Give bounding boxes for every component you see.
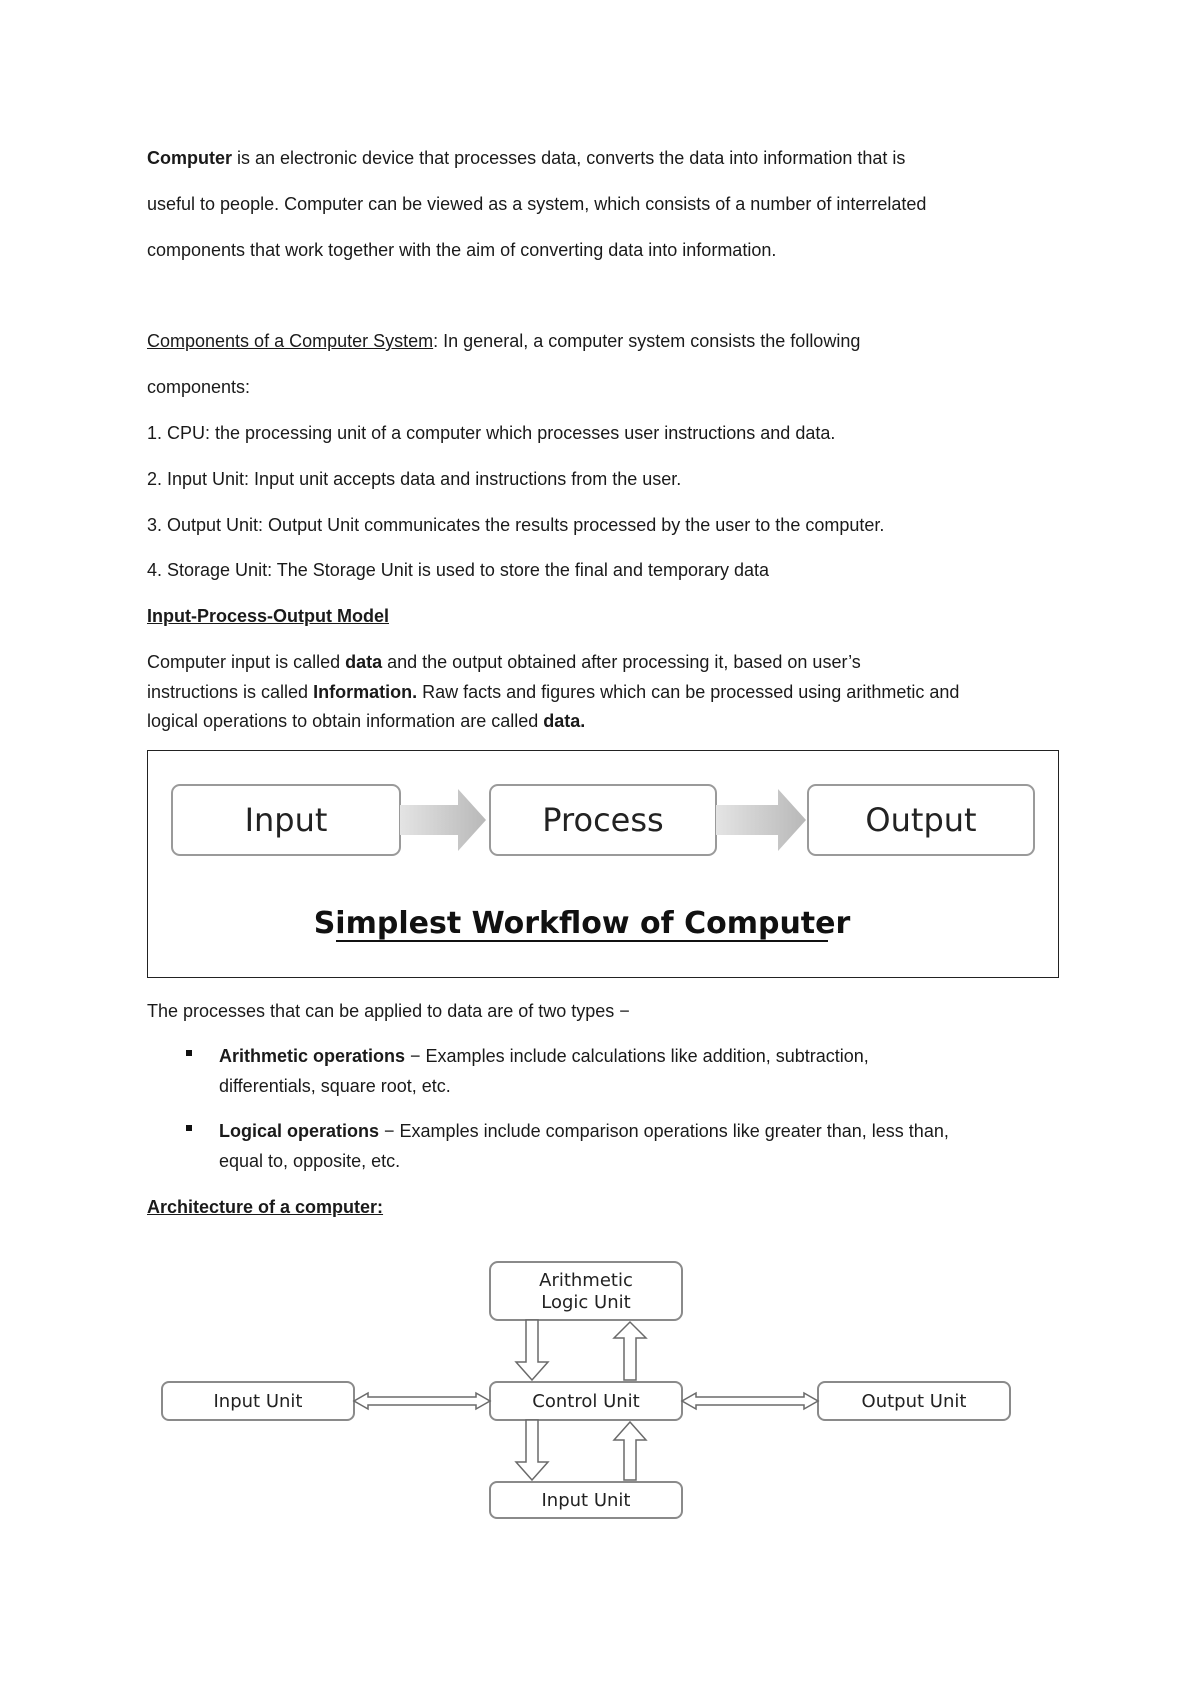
ipo-text: instructions is called — [147, 682, 314, 702]
component-item: 3. Output Unit: Output Unit communicates the results processed by the user to the computer. — [147, 515, 885, 535]
bullet-icon — [186, 1050, 192, 1056]
arrow-right-icon — [716, 789, 806, 851]
bullet-term: Logical operations — [219, 1121, 380, 1141]
arrow-down-icon — [516, 1320, 548, 1380]
output-unit-label: Output Unit — [861, 1391, 967, 1412]
intro-line-1-text: is an electronic device that processes data, converts the data into information that is — [232, 148, 906, 168]
ipo-text: Computer input is called — [147, 652, 346, 672]
bullet-text: − Examples include calculations like addition, subtraction, — [405, 1046, 869, 1066]
input-unit-left-label: Input Unit — [213, 1391, 303, 1412]
process-bullet-1-cont: differentials, square root, etc. — [219, 1076, 451, 1096]
bullet-icon — [186, 1125, 192, 1131]
architecture-diagram — [150, 1250, 1030, 1530]
ipo-heading: Input-Process-Output Model — [147, 606, 389, 626]
architecture-figure — [150, 1250, 1030, 1530]
double-arrow-icon — [682, 1393, 818, 1409]
bullet-text: − Examples include comparison operations like greater than, less than, — [379, 1121, 949, 1141]
control-unit-label: Control Unit — [532, 1391, 640, 1412]
components-heading: Components of a Computer System — [147, 331, 434, 351]
component-item: 2. Input Unit: Input unit accepts data and instructions from the user. — [147, 469, 682, 489]
workflow-figure — [147, 750, 1059, 978]
ipo-paragraph-line-3 — [147, 710, 585, 732]
process-bullet-1 — [219, 1045, 869, 1067]
ipo-bold-term: data. — [543, 711, 586, 731]
arrow-up-icon — [614, 1322, 646, 1380]
ipo-bold-term: data — [345, 652, 383, 672]
intro-line-3: components that work together with the aim of converting data into information. — [147, 240, 777, 260]
arrow-right-icon — [400, 789, 486, 851]
components-line-2: components: — [147, 377, 251, 397]
ipo-text: Raw facts and figures which can be processed using arithmetic and — [417, 682, 960, 702]
component-item: 1. CPU: the processing unit of a computer which processes user instructions and data. — [147, 423, 836, 443]
input-box-label: Input — [244, 801, 328, 839]
alu-label-line-1: Arithmetic — [539, 1270, 633, 1291]
workflow-caption: Simplest Workflow of Computer — [313, 906, 851, 941]
components-line-1 — [147, 330, 860, 352]
process-bullet-2-cont: equal to, opposite, etc. — [219, 1151, 401, 1171]
arrow-up-icon — [614, 1422, 646, 1480]
processes-intro: The processes that can be applied to data are of two types − — [147, 1001, 630, 1021]
components-line-1-text: : In general, a computer system consists the following — [433, 331, 861, 351]
alu-label-line-2: Logic Unit — [541, 1292, 631, 1313]
architecture-heading: Architecture of a computer: — [147, 1197, 384, 1217]
process-bullet-2 — [219, 1120, 949, 1142]
intro-line-2: useful to people. Computer can be viewed as a system, which consists of a number of interrelated — [147, 194, 927, 214]
arrow-down-icon — [516, 1420, 548, 1480]
ipo-bold-term: Information. — [313, 682, 418, 702]
workflow-diagram — [148, 751, 1058, 977]
intro-line-1 — [147, 147, 905, 169]
process-box-label: Process — [542, 801, 664, 839]
ipo-text: logical operations to obtain information are called — [147, 711, 544, 731]
double-arrow-icon — [354, 1393, 490, 1409]
ipo-text: and the output obtained after processing it, based on user’s — [382, 652, 861, 672]
bullet-term: Arithmetic operations — [219, 1046, 406, 1066]
intro-lead-word: Computer — [147, 148, 232, 168]
output-box-label: Output — [865, 801, 977, 839]
ipo-paragraph-line-1 — [147, 651, 861, 673]
ipo-paragraph-line-2 — [147, 681, 959, 703]
component-item: 4. Storage Unit: The Storage Unit is used to store the final and temporary data — [147, 560, 770, 580]
input-unit-bottom-label: Input Unit — [541, 1490, 631, 1511]
